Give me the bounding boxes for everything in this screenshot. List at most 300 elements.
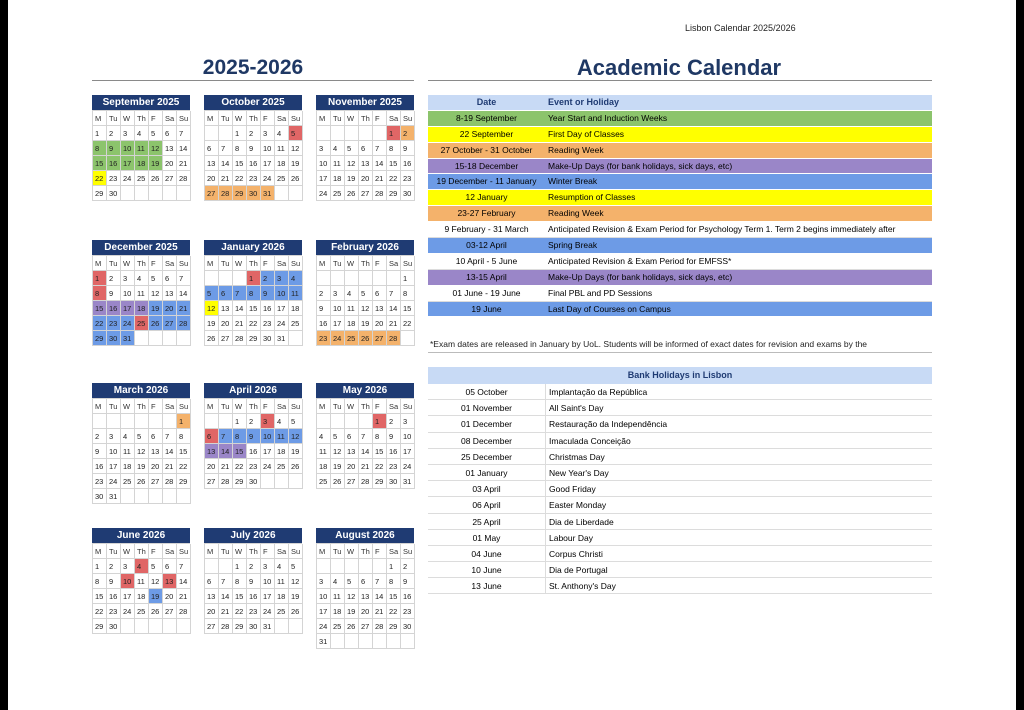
weekday-header: Su bbox=[177, 256, 191, 271]
empty-day-cell bbox=[219, 126, 233, 141]
event-name: Spring Break bbox=[548, 240, 598, 251]
weekday-header: M bbox=[93, 111, 107, 126]
holiday-date: 01 January bbox=[428, 465, 546, 480]
day-cell: 23 bbox=[247, 171, 261, 186]
empty-day-cell bbox=[135, 414, 149, 429]
empty-day-cell bbox=[135, 489, 149, 504]
day-cell: 6 bbox=[345, 429, 359, 444]
day-cell: 23 bbox=[247, 604, 261, 619]
day-cell: 30 bbox=[93, 489, 107, 504]
day-cell: 27 bbox=[149, 474, 163, 489]
day-cell: 27 bbox=[345, 474, 359, 489]
day-cell: 19 bbox=[289, 156, 303, 171]
month-title: November 2025 bbox=[316, 95, 414, 110]
day-cell: 30 bbox=[247, 619, 261, 634]
day-cell: 12 bbox=[289, 141, 303, 156]
day-cell: 20 bbox=[373, 316, 387, 331]
day-cell: 4 bbox=[135, 126, 149, 141]
weekday-header: F bbox=[373, 111, 387, 126]
month-title: February 2026 bbox=[316, 240, 414, 255]
day-cell: 10 bbox=[275, 286, 289, 301]
day-cell: 25 bbox=[121, 474, 135, 489]
day-cell: 23 bbox=[107, 171, 121, 186]
day-cell: 15 bbox=[387, 589, 401, 604]
day-cell: 28 bbox=[177, 604, 191, 619]
day-cell: 30 bbox=[261, 331, 275, 346]
day-cell: 26 bbox=[345, 619, 359, 634]
day-cell: 5 bbox=[289, 414, 303, 429]
empty-day-cell bbox=[345, 634, 359, 649]
day-cell: 25 bbox=[135, 316, 149, 331]
day-cell: 20 bbox=[163, 301, 177, 316]
day-cell: 9 bbox=[317, 301, 331, 316]
month-grid bbox=[204, 110, 302, 201]
day-cell: 5 bbox=[135, 429, 149, 444]
main-title: Academic Calendar bbox=[576, 55, 782, 80]
events-header-row bbox=[428, 95, 932, 111]
day-cell: 26 bbox=[289, 604, 303, 619]
day-cell: 11 bbox=[121, 444, 135, 459]
weekday-header: M bbox=[317, 399, 331, 414]
day-cell: 12 bbox=[149, 286, 163, 301]
day-cell: 22 bbox=[233, 459, 247, 474]
day-cell: 25 bbox=[331, 186, 345, 201]
day-cell: 15 bbox=[233, 444, 247, 459]
day-cell: 28 bbox=[177, 316, 191, 331]
day-cell: 22 bbox=[93, 604, 107, 619]
day-cell: 4 bbox=[275, 126, 289, 141]
day-cell: 2 bbox=[387, 414, 401, 429]
empty-day-cell bbox=[345, 126, 359, 141]
day-cell: 10 bbox=[261, 141, 275, 156]
empty-day-cell bbox=[149, 186, 163, 201]
weekday-header: Tu bbox=[331, 111, 345, 126]
empty-day-cell bbox=[289, 186, 303, 201]
day-cell: 6 bbox=[359, 141, 373, 156]
day-cell: 14 bbox=[373, 589, 387, 604]
holiday-name: Easter Monday bbox=[549, 500, 607, 511]
weekday-header: Sa bbox=[275, 111, 289, 126]
empty-day-cell bbox=[275, 619, 289, 634]
month-title: January 2026 bbox=[204, 240, 302, 255]
day-cell: 23 bbox=[401, 171, 415, 186]
event-row bbox=[428, 206, 932, 222]
day-cell: 30 bbox=[107, 619, 121, 634]
weekday-header: Su bbox=[289, 399, 303, 414]
day-cell: 16 bbox=[93, 459, 107, 474]
day-cell: 18 bbox=[135, 589, 149, 604]
day-cell: 13 bbox=[205, 156, 219, 171]
holiday-name: Christmas Day bbox=[549, 451, 605, 462]
day-cell: 8 bbox=[247, 286, 261, 301]
empty-day-cell bbox=[205, 414, 219, 429]
day-cell: 10 bbox=[121, 574, 135, 589]
bank-holidays-title: Bank Holidays in Lisbon bbox=[428, 367, 932, 384]
day-cell: 6 bbox=[149, 429, 163, 444]
day-cell: 15 bbox=[401, 301, 415, 316]
day-cell: 19 bbox=[135, 459, 149, 474]
day-cell: 6 bbox=[219, 286, 233, 301]
day-cell: 9 bbox=[107, 141, 121, 156]
weekday-header: W bbox=[345, 399, 359, 414]
event-name: Winter Break bbox=[548, 176, 598, 187]
event-name: Make-Up Days (for bank holidays, sick days, etc) bbox=[548, 271, 733, 282]
day-cell: 2 bbox=[93, 429, 107, 444]
day-cell: 27 bbox=[163, 316, 177, 331]
day-cell: 13 bbox=[205, 589, 219, 604]
weekday-header: Tu bbox=[107, 256, 121, 271]
day-cell: 27 bbox=[205, 619, 219, 634]
day-cell: 31 bbox=[261, 186, 275, 201]
day-cell: 18 bbox=[121, 459, 135, 474]
day-cell: 6 bbox=[205, 429, 219, 444]
day-cell: 26 bbox=[359, 331, 373, 346]
day-cell: 11 bbox=[345, 301, 359, 316]
day-cell: 20 bbox=[205, 171, 219, 186]
event-name: Last Day of Courses on Campus bbox=[548, 303, 671, 314]
event-date: 10 April - 5 June bbox=[455, 255, 518, 266]
day-cell: 2 bbox=[261, 271, 275, 286]
holiday-date: 13 June bbox=[428, 578, 546, 593]
day-cell: 27 bbox=[359, 619, 373, 634]
holiday-date: 10 June bbox=[428, 562, 546, 577]
day-cell: 21 bbox=[177, 589, 191, 604]
weekday-header: Sa bbox=[163, 399, 177, 414]
day-cell: 2 bbox=[401, 126, 415, 141]
holiday-name: Corpus Christi bbox=[549, 548, 603, 559]
day-cell: 22 bbox=[387, 171, 401, 186]
day-cell: 26 bbox=[149, 604, 163, 619]
empty-day-cell bbox=[163, 619, 177, 634]
holiday-date: 06 April bbox=[428, 497, 546, 512]
holiday-row bbox=[428, 578, 932, 594]
day-cell: 3 bbox=[121, 271, 135, 286]
weekday-header: Su bbox=[401, 544, 415, 559]
day-cell: 22 bbox=[177, 459, 191, 474]
weekday-header: Sa bbox=[387, 544, 401, 559]
day-cell: 29 bbox=[233, 619, 247, 634]
weekday-header: Th bbox=[359, 544, 373, 559]
day-cell: 13 bbox=[163, 574, 177, 589]
day-cell: 5 bbox=[149, 559, 163, 574]
day-cell: 24 bbox=[107, 474, 121, 489]
day-cell: 9 bbox=[261, 286, 275, 301]
day-cell: 5 bbox=[289, 126, 303, 141]
day-cell: 24 bbox=[121, 604, 135, 619]
day-cell: 28 bbox=[219, 619, 233, 634]
day-cell: 17 bbox=[317, 171, 331, 186]
day-cell: 30 bbox=[401, 186, 415, 201]
month-calendar bbox=[204, 240, 302, 346]
weekday-header: Tu bbox=[107, 544, 121, 559]
day-cell: 15 bbox=[177, 444, 191, 459]
day-cell: 19 bbox=[149, 156, 163, 171]
holiday-row bbox=[428, 562, 932, 578]
day-cell: 4 bbox=[275, 559, 289, 574]
day-cell: 6 bbox=[373, 286, 387, 301]
weekday-header: Tu bbox=[331, 399, 345, 414]
month-title: May 2026 bbox=[316, 383, 414, 398]
weekday-header: M bbox=[93, 399, 107, 414]
day-cell: 18 bbox=[331, 171, 345, 186]
day-cell: 31 bbox=[317, 634, 331, 649]
weekday-header: W bbox=[233, 256, 247, 271]
empty-day-cell bbox=[149, 619, 163, 634]
day-cell: 28 bbox=[233, 331, 247, 346]
weekday-header: M bbox=[93, 256, 107, 271]
weekday-header: Th bbox=[247, 544, 261, 559]
event-name: Reading Week bbox=[548, 208, 604, 219]
day-cell: 21 bbox=[163, 459, 177, 474]
day-cell: 13 bbox=[163, 286, 177, 301]
month-calendar bbox=[204, 95, 302, 201]
month-calendar bbox=[92, 383, 190, 504]
empty-day-cell bbox=[163, 331, 177, 346]
day-cell: 14 bbox=[219, 589, 233, 604]
day-cell: 16 bbox=[317, 316, 331, 331]
day-cell: 24 bbox=[275, 316, 289, 331]
day-cell: 5 bbox=[359, 286, 373, 301]
event-row bbox=[428, 254, 932, 270]
empty-day-cell bbox=[107, 414, 121, 429]
empty-day-cell bbox=[373, 271, 387, 286]
weekday-header: Su bbox=[401, 111, 415, 126]
page-header: Lisbon Calendar 2025/2026 bbox=[685, 23, 796, 33]
document-page bbox=[8, 0, 1016, 710]
day-cell: 13 bbox=[163, 141, 177, 156]
day-cell: 1 bbox=[233, 414, 247, 429]
day-cell: 2 bbox=[317, 286, 331, 301]
day-cell: 8 bbox=[177, 429, 191, 444]
day-cell: 21 bbox=[177, 301, 191, 316]
day-cell: 16 bbox=[247, 156, 261, 171]
weekday-header: Su bbox=[289, 544, 303, 559]
weekday-header: F bbox=[261, 399, 275, 414]
events-header-event: Event or Holiday bbox=[548, 97, 620, 107]
day-cell: 13 bbox=[219, 301, 233, 316]
day-cell: 3 bbox=[317, 141, 331, 156]
day-cell: 25 bbox=[331, 619, 345, 634]
day-cell: 5 bbox=[289, 559, 303, 574]
day-cell: 22 bbox=[233, 604, 247, 619]
weekday-header: Th bbox=[135, 111, 149, 126]
day-cell: 19 bbox=[345, 604, 359, 619]
day-cell: 19 bbox=[331, 459, 345, 474]
holiday-row bbox=[428, 400, 932, 416]
empty-day-cell bbox=[219, 271, 233, 286]
empty-day-cell bbox=[317, 414, 331, 429]
holiday-date: 25 December bbox=[428, 449, 546, 464]
holiday-name: St. Anthony's Day bbox=[549, 581, 616, 592]
day-cell: 7 bbox=[219, 141, 233, 156]
empty-day-cell bbox=[331, 634, 345, 649]
event-row bbox=[428, 111, 932, 127]
day-cell: 25 bbox=[135, 171, 149, 186]
empty-day-cell bbox=[121, 489, 135, 504]
month-grid bbox=[316, 398, 414, 489]
empty-day-cell bbox=[331, 414, 345, 429]
day-cell: 7 bbox=[219, 574, 233, 589]
day-cell: 11 bbox=[289, 286, 303, 301]
day-cell: 9 bbox=[387, 429, 401, 444]
month-grid bbox=[92, 110, 190, 201]
day-cell: 4 bbox=[331, 574, 345, 589]
day-cell: 14 bbox=[373, 156, 387, 171]
empty-day-cell bbox=[177, 331, 191, 346]
day-cell: 11 bbox=[275, 574, 289, 589]
weekday-header: Sa bbox=[387, 111, 401, 126]
holiday-row bbox=[428, 514, 932, 530]
weekday-header: Sa bbox=[163, 256, 177, 271]
day-cell: 9 bbox=[247, 574, 261, 589]
day-cell: 31 bbox=[401, 474, 415, 489]
day-cell: 22 bbox=[387, 604, 401, 619]
holiday-date: 04 June bbox=[428, 546, 546, 561]
empty-day-cell bbox=[289, 474, 303, 489]
day-cell: 10 bbox=[261, 574, 275, 589]
weekday-header: Tu bbox=[219, 256, 233, 271]
day-cell: 25 bbox=[275, 459, 289, 474]
holiday-name: Imaculada Conceição bbox=[549, 435, 631, 446]
day-cell: 23 bbox=[107, 604, 121, 619]
day-cell: 5 bbox=[345, 574, 359, 589]
weekday-header: W bbox=[345, 544, 359, 559]
day-cell: 18 bbox=[317, 459, 331, 474]
weekday-header: Th bbox=[135, 544, 149, 559]
day-cell: 12 bbox=[345, 156, 359, 171]
year-title-rule bbox=[92, 80, 414, 81]
day-cell: 5 bbox=[331, 429, 345, 444]
weekday-header: Th bbox=[135, 256, 149, 271]
day-cell: 20 bbox=[163, 589, 177, 604]
weekday-header: F bbox=[261, 256, 275, 271]
day-cell: 2 bbox=[247, 559, 261, 574]
holiday-row bbox=[428, 481, 932, 497]
month-calendar bbox=[92, 240, 190, 346]
day-cell: 7 bbox=[373, 141, 387, 156]
day-cell: 4 bbox=[135, 559, 149, 574]
weekday-header: Sa bbox=[387, 399, 401, 414]
day-cell: 7 bbox=[387, 286, 401, 301]
day-cell: 4 bbox=[275, 414, 289, 429]
day-cell: 5 bbox=[149, 126, 163, 141]
day-cell: 27 bbox=[373, 331, 387, 346]
event-date: 03-12 April bbox=[466, 240, 507, 251]
day-cell: 10 bbox=[317, 156, 331, 171]
day-cell: 27 bbox=[205, 186, 219, 201]
day-cell: 1 bbox=[177, 414, 191, 429]
day-cell: 18 bbox=[275, 589, 289, 604]
day-cell: 3 bbox=[121, 126, 135, 141]
month-calendar bbox=[316, 240, 414, 346]
month-grid bbox=[92, 398, 190, 504]
day-cell: 30 bbox=[107, 331, 121, 346]
weekday-header: M bbox=[93, 544, 107, 559]
month-grid bbox=[316, 543, 414, 649]
weekday-header: M bbox=[205, 544, 219, 559]
empty-day-cell bbox=[373, 559, 387, 574]
holiday-row bbox=[428, 497, 932, 513]
event-date: 9 February - 31 March bbox=[444, 224, 529, 235]
day-cell: 20 bbox=[345, 459, 359, 474]
day-cell: 25 bbox=[289, 316, 303, 331]
day-cell: 2 bbox=[107, 559, 121, 574]
day-cell: 23 bbox=[401, 604, 415, 619]
empty-day-cell bbox=[135, 331, 149, 346]
day-cell: 12 bbox=[289, 574, 303, 589]
day-cell: 18 bbox=[331, 604, 345, 619]
empty-day-cell bbox=[317, 126, 331, 141]
holiday-date: 05 October bbox=[428, 384, 546, 399]
empty-day-cell bbox=[359, 414, 373, 429]
year-title: 2025-2026 bbox=[202, 56, 304, 79]
day-cell: 11 bbox=[135, 286, 149, 301]
event-row bbox=[428, 174, 932, 190]
weekday-header: W bbox=[345, 111, 359, 126]
bank-holidays-rows bbox=[428, 384, 932, 594]
empty-day-cell bbox=[261, 474, 275, 489]
event-row bbox=[428, 270, 932, 286]
event-date: 12 January bbox=[465, 192, 508, 203]
event-row bbox=[428, 143, 932, 159]
day-cell: 22 bbox=[373, 459, 387, 474]
day-cell: 29 bbox=[373, 474, 387, 489]
day-cell: 30 bbox=[401, 619, 415, 634]
day-cell: 9 bbox=[93, 444, 107, 459]
day-cell: 21 bbox=[219, 459, 233, 474]
day-cell: 6 bbox=[163, 271, 177, 286]
day-cell: 6 bbox=[205, 574, 219, 589]
empty-day-cell bbox=[149, 489, 163, 504]
day-cell: 8 bbox=[387, 141, 401, 156]
day-cell: 16 bbox=[401, 589, 415, 604]
day-cell: 30 bbox=[387, 474, 401, 489]
day-cell: 24 bbox=[317, 619, 331, 634]
weekday-header: Su bbox=[177, 111, 191, 126]
day-cell: 14 bbox=[219, 444, 233, 459]
holiday-name: Restauração da Independência bbox=[549, 419, 668, 430]
day-cell: 10 bbox=[107, 444, 121, 459]
day-cell: 6 bbox=[163, 559, 177, 574]
day-cell: 10 bbox=[331, 301, 345, 316]
day-cell: 19 bbox=[149, 301, 163, 316]
day-cell: 24 bbox=[261, 459, 275, 474]
month-calendar bbox=[204, 528, 302, 634]
day-cell: 30 bbox=[107, 186, 121, 201]
weekday-header: F bbox=[149, 544, 163, 559]
day-cell: 28 bbox=[373, 619, 387, 634]
day-cell: 18 bbox=[289, 301, 303, 316]
event-name: Final PBL and PD Sessions bbox=[548, 287, 653, 298]
day-cell: 1 bbox=[247, 271, 261, 286]
day-cell: 10 bbox=[121, 141, 135, 156]
day-cell: 6 bbox=[359, 574, 373, 589]
day-cell: 28 bbox=[373, 186, 387, 201]
day-cell: 12 bbox=[149, 141, 163, 156]
day-cell: 27 bbox=[163, 604, 177, 619]
day-cell: 14 bbox=[219, 156, 233, 171]
day-cell: 28 bbox=[387, 331, 401, 346]
weekday-header: Su bbox=[401, 399, 415, 414]
day-cell: 26 bbox=[331, 474, 345, 489]
empty-day-cell bbox=[359, 634, 373, 649]
day-cell: 20 bbox=[205, 604, 219, 619]
day-cell: 29 bbox=[93, 619, 107, 634]
day-cell: 24 bbox=[121, 316, 135, 331]
event-date: 19 June bbox=[471, 303, 502, 314]
empty-day-cell bbox=[177, 186, 191, 201]
weekday-header: W bbox=[121, 399, 135, 414]
